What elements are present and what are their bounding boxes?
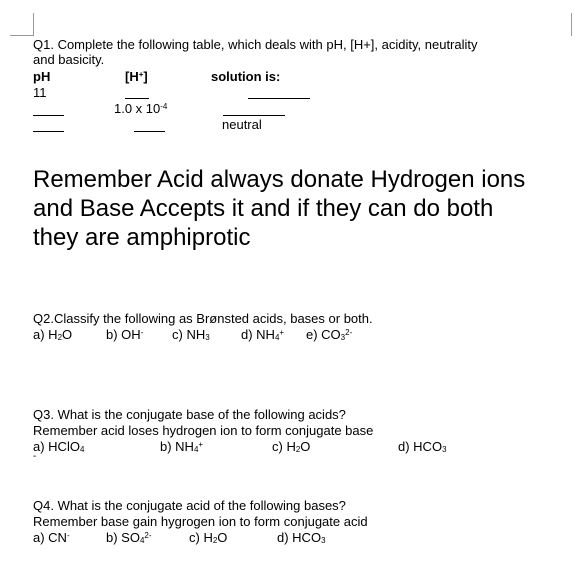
q4-item-d: d) $HCO_3$: [277, 530, 326, 545]
q3-item-b: b) $NH_4^+$: [160, 439, 204, 454]
q4-item-c: c) $H_2O$: [189, 530, 228, 545]
reminder-line3: they are amphiprotic: [33, 224, 251, 251]
q3-question: Q3. What is the conjugate base of the following acids?: [33, 407, 346, 422]
q1-row1-h-blank: [125, 98, 149, 99]
q2-item-b: b) OH-: [106, 327, 144, 342]
q3-item-a: a) HClO$_4$: [33, 439, 85, 454]
reminder-line1: Remember Acid always donate Hydrogen ions: [33, 166, 526, 193]
q1-row3-ph-blank: [33, 131, 64, 132]
q1-row3-solution: neutral: [222, 117, 262, 132]
q2-item-d: d) $NH_4^+$: [241, 327, 285, 342]
q1-row2-solution-blank: [223, 115, 285, 116]
q1-row2-ph-blank: [33, 115, 64, 116]
crop-mark-right: [571, 13, 572, 36]
q3-item-d: d) $HCO_3$: [398, 439, 447, 454]
q1-question-line2: and basicity.: [33, 52, 105, 67]
q2-question: Q2.Classify the following as Brønsted acids, bases or both.: [33, 311, 373, 326]
q1-header-ph: pH: [33, 69, 51, 84]
crop-mark-horizontal: [10, 35, 34, 36]
q3-stray-mark: -: [33, 451, 37, 462]
q1-row1-ph: 11: [33, 85, 47, 100]
q1-row1-solution-blank: [248, 98, 310, 99]
q1-header-h-concentration: [H+]: [125, 69, 148, 84]
crop-mark-vertical: [33, 13, 34, 36]
q2-item-a: a) $H_2O$: [33, 327, 73, 342]
q3-item-c: c) $H_2O$: [272, 439, 311, 454]
q1-question-line1: Q1. Complete the following table, which deals with pH, [H+], acidity, neutrality: [33, 37, 478, 52]
q1-row3-h-blank: [134, 131, 165, 132]
q4-question: Q4. What is the conjugate acid of the following bases?: [33, 498, 346, 513]
q2-item-e: e) $CO_3^{2-}$: [306, 327, 353, 342]
q4-note: Remember base gain hygrogen ion to form conjugate acid: [33, 514, 368, 529]
q3-note: Remember acid loses hydrogen ion to form conjugate base: [33, 423, 374, 438]
q1-header-solution: solution is:: [211, 69, 281, 84]
q2-item-c: c) $NH_3$: [172, 327, 210, 342]
reminder-line2: and Base Accepts it and if they can do both: [33, 195, 494, 222]
q4-item-a: a) CN-: [33, 530, 70, 545]
q4-item-b: b) $SO_4^{2-}$: [106, 530, 152, 545]
q1-row2-h-value: 1.0 x $10^{-4}$: [114, 101, 168, 116]
